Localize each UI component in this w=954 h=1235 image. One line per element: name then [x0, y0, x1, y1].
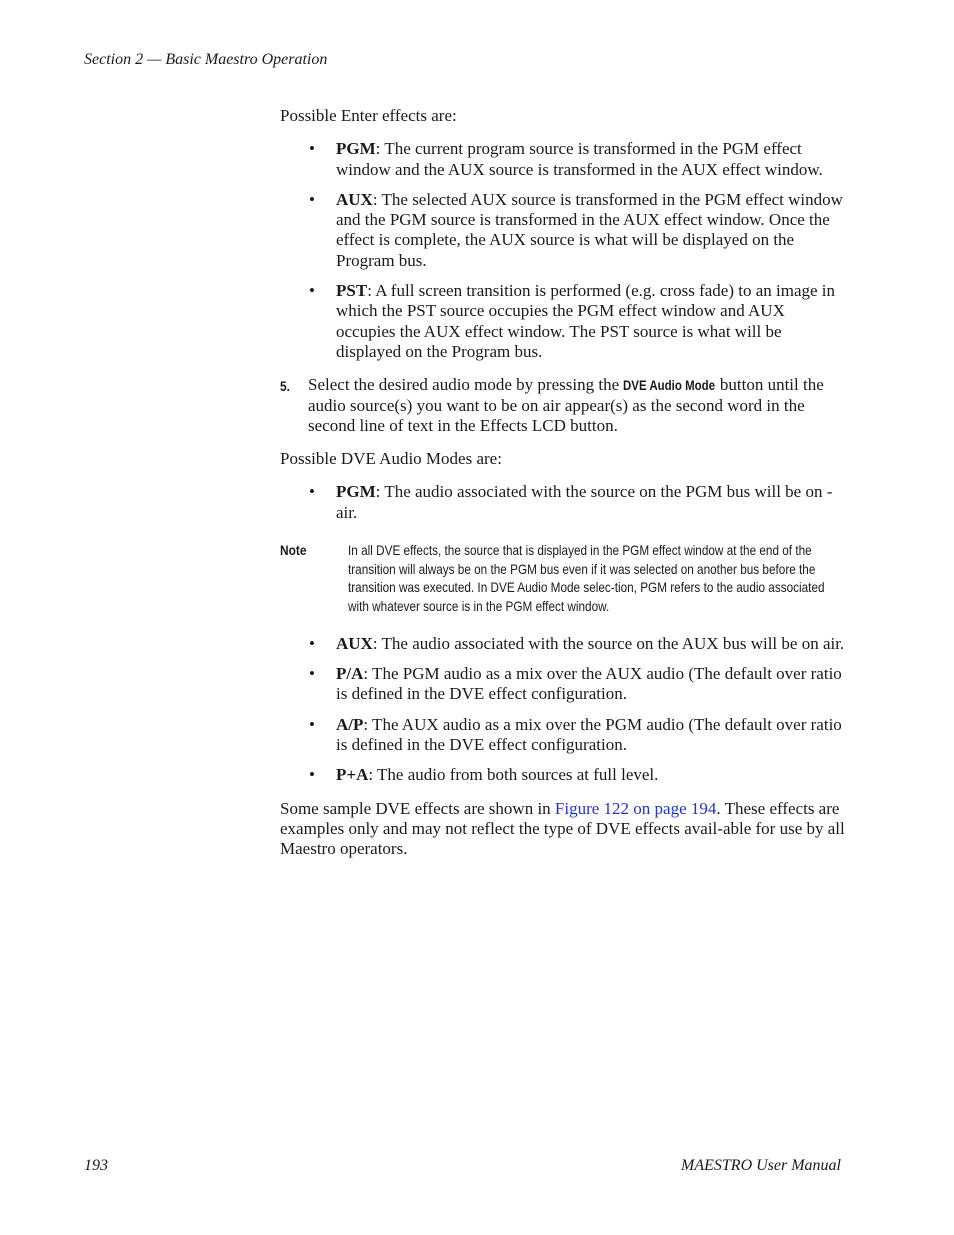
item-text: : The PGM audio as a mix over the AUX audio (The default over ratio is defined in the DVE effect configuration. — [336, 664, 842, 704]
item-term: PGM — [336, 139, 376, 159]
main-content — [280, 106, 845, 873]
note-label: Note — [280, 542, 307, 559]
list-item — [280, 190, 845, 271]
closing-paragraph — [280, 799, 845, 860]
item-term: P/A — [336, 664, 364, 684]
bullet-icon: • — [309, 482, 315, 502]
item-text: : The audio associated with the source on the PGM bus will be on -air. — [336, 482, 833, 522]
step-text-after: button until the audio source(s) you want to be on air appear(s) as the second word in the second line of text in the Effects LCD button. — [308, 375, 824, 435]
item-term: A/P — [336, 714, 364, 734]
item-text: : A full screen transition is performed (e.g. cross fade) to an image in which the PST source occupies the PGM effect window and AUX occupies the AUX effect window. The PST source is what will be displayed on the Program bus. — [336, 281, 836, 361]
list-item — [280, 281, 845, 362]
list-item — [280, 664, 845, 705]
note-text: In all DVE effects, the source that is displayed in the PGM effect window at the end of the transition will always be on the PGM bus even if it was selected on another bus before the transition was executed. In DVE Audio Mode selec-tion, PGM refers to the audio associated with whatever source is in the PGM effect window. — [348, 542, 825, 615]
bullet-icon: • — [309, 633, 315, 653]
audio-modes-list-a — [280, 482, 845, 523]
page-number: 193 — [84, 1157, 108, 1174]
running-head: Section 2 — Basic Maestro Operation — [84, 51, 328, 68]
list-item — [280, 139, 845, 180]
note-block — [280, 541, 845, 616]
closing-text-after: . These effects are examples only and may not reflect the type of DVE effects avail-able for use by all Maestro operators. — [280, 798, 845, 859]
item-text: : The selected AUX source is transformed in the PGM effect window and the PGM source is transformed in the AUX effect window. Once the effect is complete, the AUX source is what will be displayed on the Program bus. — [336, 189, 843, 270]
list-item — [280, 715, 845, 756]
list-item — [280, 765, 845, 785]
bullet-icon: • — [309, 189, 315, 209]
bullet-icon: • — [309, 765, 315, 785]
item-term: AUX — [336, 633, 373, 653]
figure-122-link[interactable]: Figure 122 on page 194 — [554, 798, 717, 818]
enter-effects-intro: Possible Enter effects are: — [280, 106, 457, 125]
step-5 — [280, 375, 845, 436]
dve-audio-mode-button-label: DVE Audio Mode — [623, 377, 716, 394]
item-term: PST — [336, 281, 368, 301]
item-text: : The audio associated with the source on the AUX bus will be on air. — [372, 633, 845, 653]
item-text: : The AUX audio as a mix over the PGM audio (The default over ratio is defined in the DVE effect configuration. — [336, 714, 842, 755]
bullet-icon: • — [309, 664, 315, 684]
item-term: P+A — [336, 765, 369, 785]
bullet-icon: • — [309, 714, 315, 734]
bullet-icon: • — [309, 281, 315, 301]
item-text: : The audio from both sources at full level. — [368, 765, 659, 785]
list-item — [280, 482, 845, 523]
manual-title: MAESTRO User Manual — [681, 1157, 841, 1174]
step-number: 5. — [280, 378, 290, 395]
step-text-before: Select the desired audio mode by pressing the — [308, 375, 624, 395]
bullet-icon: • — [309, 139, 315, 159]
item-term: AUX — [336, 189, 373, 209]
item-text: : The current program source is transformed in the PGM effect window and the AUX source is transformed in the AUX effect window. — [336, 139, 823, 179]
item-term: PGM — [336, 482, 376, 502]
audio-modes-intro: Possible DVE Audio Modes are: — [280, 449, 502, 469]
closing-text-before: Some sample DVE effects are shown in — [280, 798, 555, 818]
audio-modes-list-b — [280, 634, 845, 786]
enter-effects-list — [280, 139, 845, 362]
list-item — [280, 634, 845, 654]
